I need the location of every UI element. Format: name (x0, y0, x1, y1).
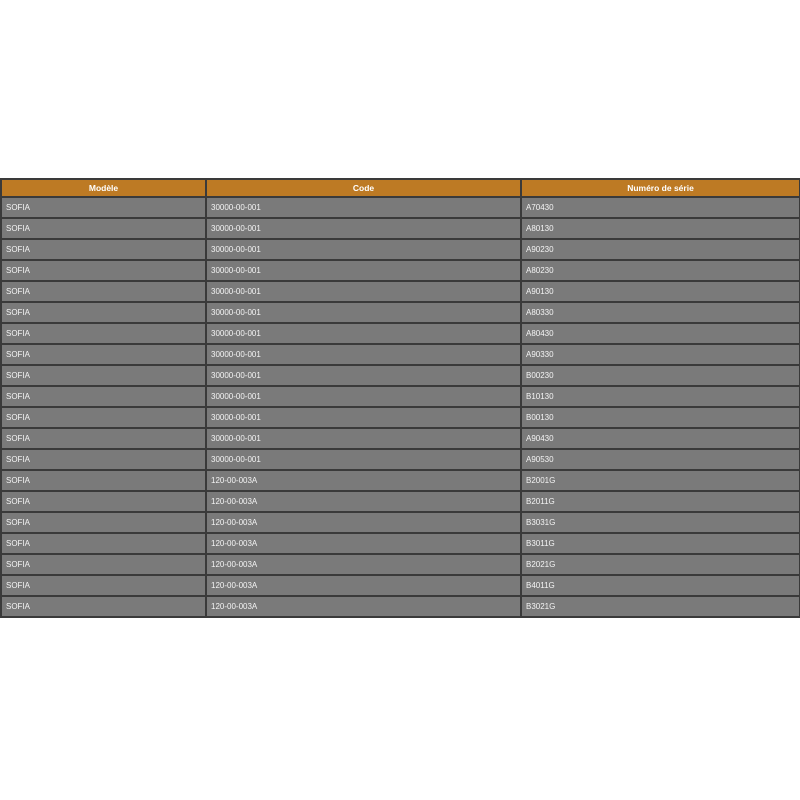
table-row[interactable] (0, 219, 800, 240)
table-row[interactable] (0, 597, 800, 618)
cell-code: 30000-00-001 (206, 261, 521, 282)
cell-model: SOFIA (0, 429, 206, 450)
cell-serial-number: A80330 (521, 303, 800, 324)
cell-code: 120-00-003A (206, 513, 521, 534)
cell-serial-number: A90530 (521, 450, 800, 471)
cell-code: 120-00-003A (206, 492, 521, 513)
table-row[interactable] (0, 576, 800, 597)
table-row[interactable] (0, 366, 800, 387)
table-row[interactable] (0, 534, 800, 555)
table-row[interactable] (0, 492, 800, 513)
cell-code: 30000-00-001 (206, 240, 521, 261)
cell-model: SOFIA (0, 282, 206, 303)
cell-serial-number: A90130 (521, 282, 800, 303)
cell-model: SOFIA (0, 219, 206, 240)
cell-model: SOFIA (0, 324, 206, 345)
cell-model: SOFIA (0, 345, 206, 366)
cell-code: 30000-00-001 (206, 198, 521, 219)
cell-model: SOFIA (0, 555, 206, 576)
cell-code: 30000-00-001 (206, 324, 521, 345)
cell-serial-number: B2021G (521, 555, 800, 576)
cell-model: SOFIA (0, 471, 206, 492)
cell-code: 30000-00-001 (206, 219, 521, 240)
serial-table-container (0, 178, 800, 618)
table-row[interactable] (0, 282, 800, 303)
cell-code: 30000-00-001 (206, 345, 521, 366)
cell-serial-number: A80430 (521, 324, 800, 345)
cell-code: 30000-00-001 (206, 282, 521, 303)
cell-code: 30000-00-001 (206, 303, 521, 324)
cell-serial-number: B4011G (521, 576, 800, 597)
table-row[interactable] (0, 324, 800, 345)
table-row[interactable] (0, 387, 800, 408)
cell-code: 30000-00-001 (206, 387, 521, 408)
cell-serial-number: B2001G (521, 471, 800, 492)
cell-model: SOFIA (0, 534, 206, 555)
cell-code: 120-00-003A (206, 534, 521, 555)
table-row[interactable] (0, 261, 800, 282)
cell-serial-number: A90430 (521, 429, 800, 450)
table-header-row (0, 178, 800, 198)
table-row[interactable] (0, 198, 800, 219)
table-row[interactable] (0, 408, 800, 429)
cell-model: SOFIA (0, 408, 206, 429)
cell-code: 30000-00-001 (206, 450, 521, 471)
cell-serial-number: A90330 (521, 345, 800, 366)
cell-model: SOFIA (0, 450, 206, 471)
cell-code: 30000-00-001 (206, 429, 521, 450)
table-row[interactable] (0, 240, 800, 261)
table-row[interactable] (0, 303, 800, 324)
cell-serial-number: B00130 (521, 408, 800, 429)
cell-serial-number: A70430 (521, 198, 800, 219)
cell-serial-number: B3011G (521, 534, 800, 555)
serial-number-table (0, 178, 800, 618)
cell-code: 120-00-003A (206, 576, 521, 597)
cell-model: SOFIA (0, 261, 206, 282)
cell-code: 120-00-003A (206, 471, 521, 492)
cell-model: SOFIA (0, 387, 206, 408)
cell-model: SOFIA (0, 366, 206, 387)
cell-code: 30000-00-001 (206, 366, 521, 387)
column-header-model[interactable]: Modèle (0, 178, 206, 198)
cell-serial-number: A80230 (521, 261, 800, 282)
cell-serial-number: B3031G (521, 513, 800, 534)
cell-serial-number: B2011G (521, 492, 800, 513)
cell-model: SOFIA (0, 597, 206, 618)
table-row[interactable] (0, 450, 800, 471)
table-row[interactable] (0, 555, 800, 576)
cell-model: SOFIA (0, 576, 206, 597)
cell-serial-number: B00230 (521, 366, 800, 387)
cell-code: 120-00-003A (206, 555, 521, 576)
table-row[interactable] (0, 513, 800, 534)
cell-model: SOFIA (0, 198, 206, 219)
cell-serial-number: B3021G (521, 597, 800, 618)
cell-serial-number: A80130 (521, 219, 800, 240)
column-header-serial-number[interactable]: Numéro de série (521, 178, 800, 198)
cell-code: 30000-00-001 (206, 408, 521, 429)
cell-model: SOFIA (0, 492, 206, 513)
cell-model: SOFIA (0, 303, 206, 324)
column-header-code[interactable]: Code (206, 178, 521, 198)
cell-serial-number: B10130 (521, 387, 800, 408)
cell-model: SOFIA (0, 240, 206, 261)
cell-serial-number: A90230 (521, 240, 800, 261)
cell-code: 120-00-003A (206, 597, 521, 618)
table-row[interactable] (0, 471, 800, 492)
table-body (0, 198, 800, 618)
table-row[interactable] (0, 429, 800, 450)
cell-model: SOFIA (0, 513, 206, 534)
table-row[interactable] (0, 345, 800, 366)
